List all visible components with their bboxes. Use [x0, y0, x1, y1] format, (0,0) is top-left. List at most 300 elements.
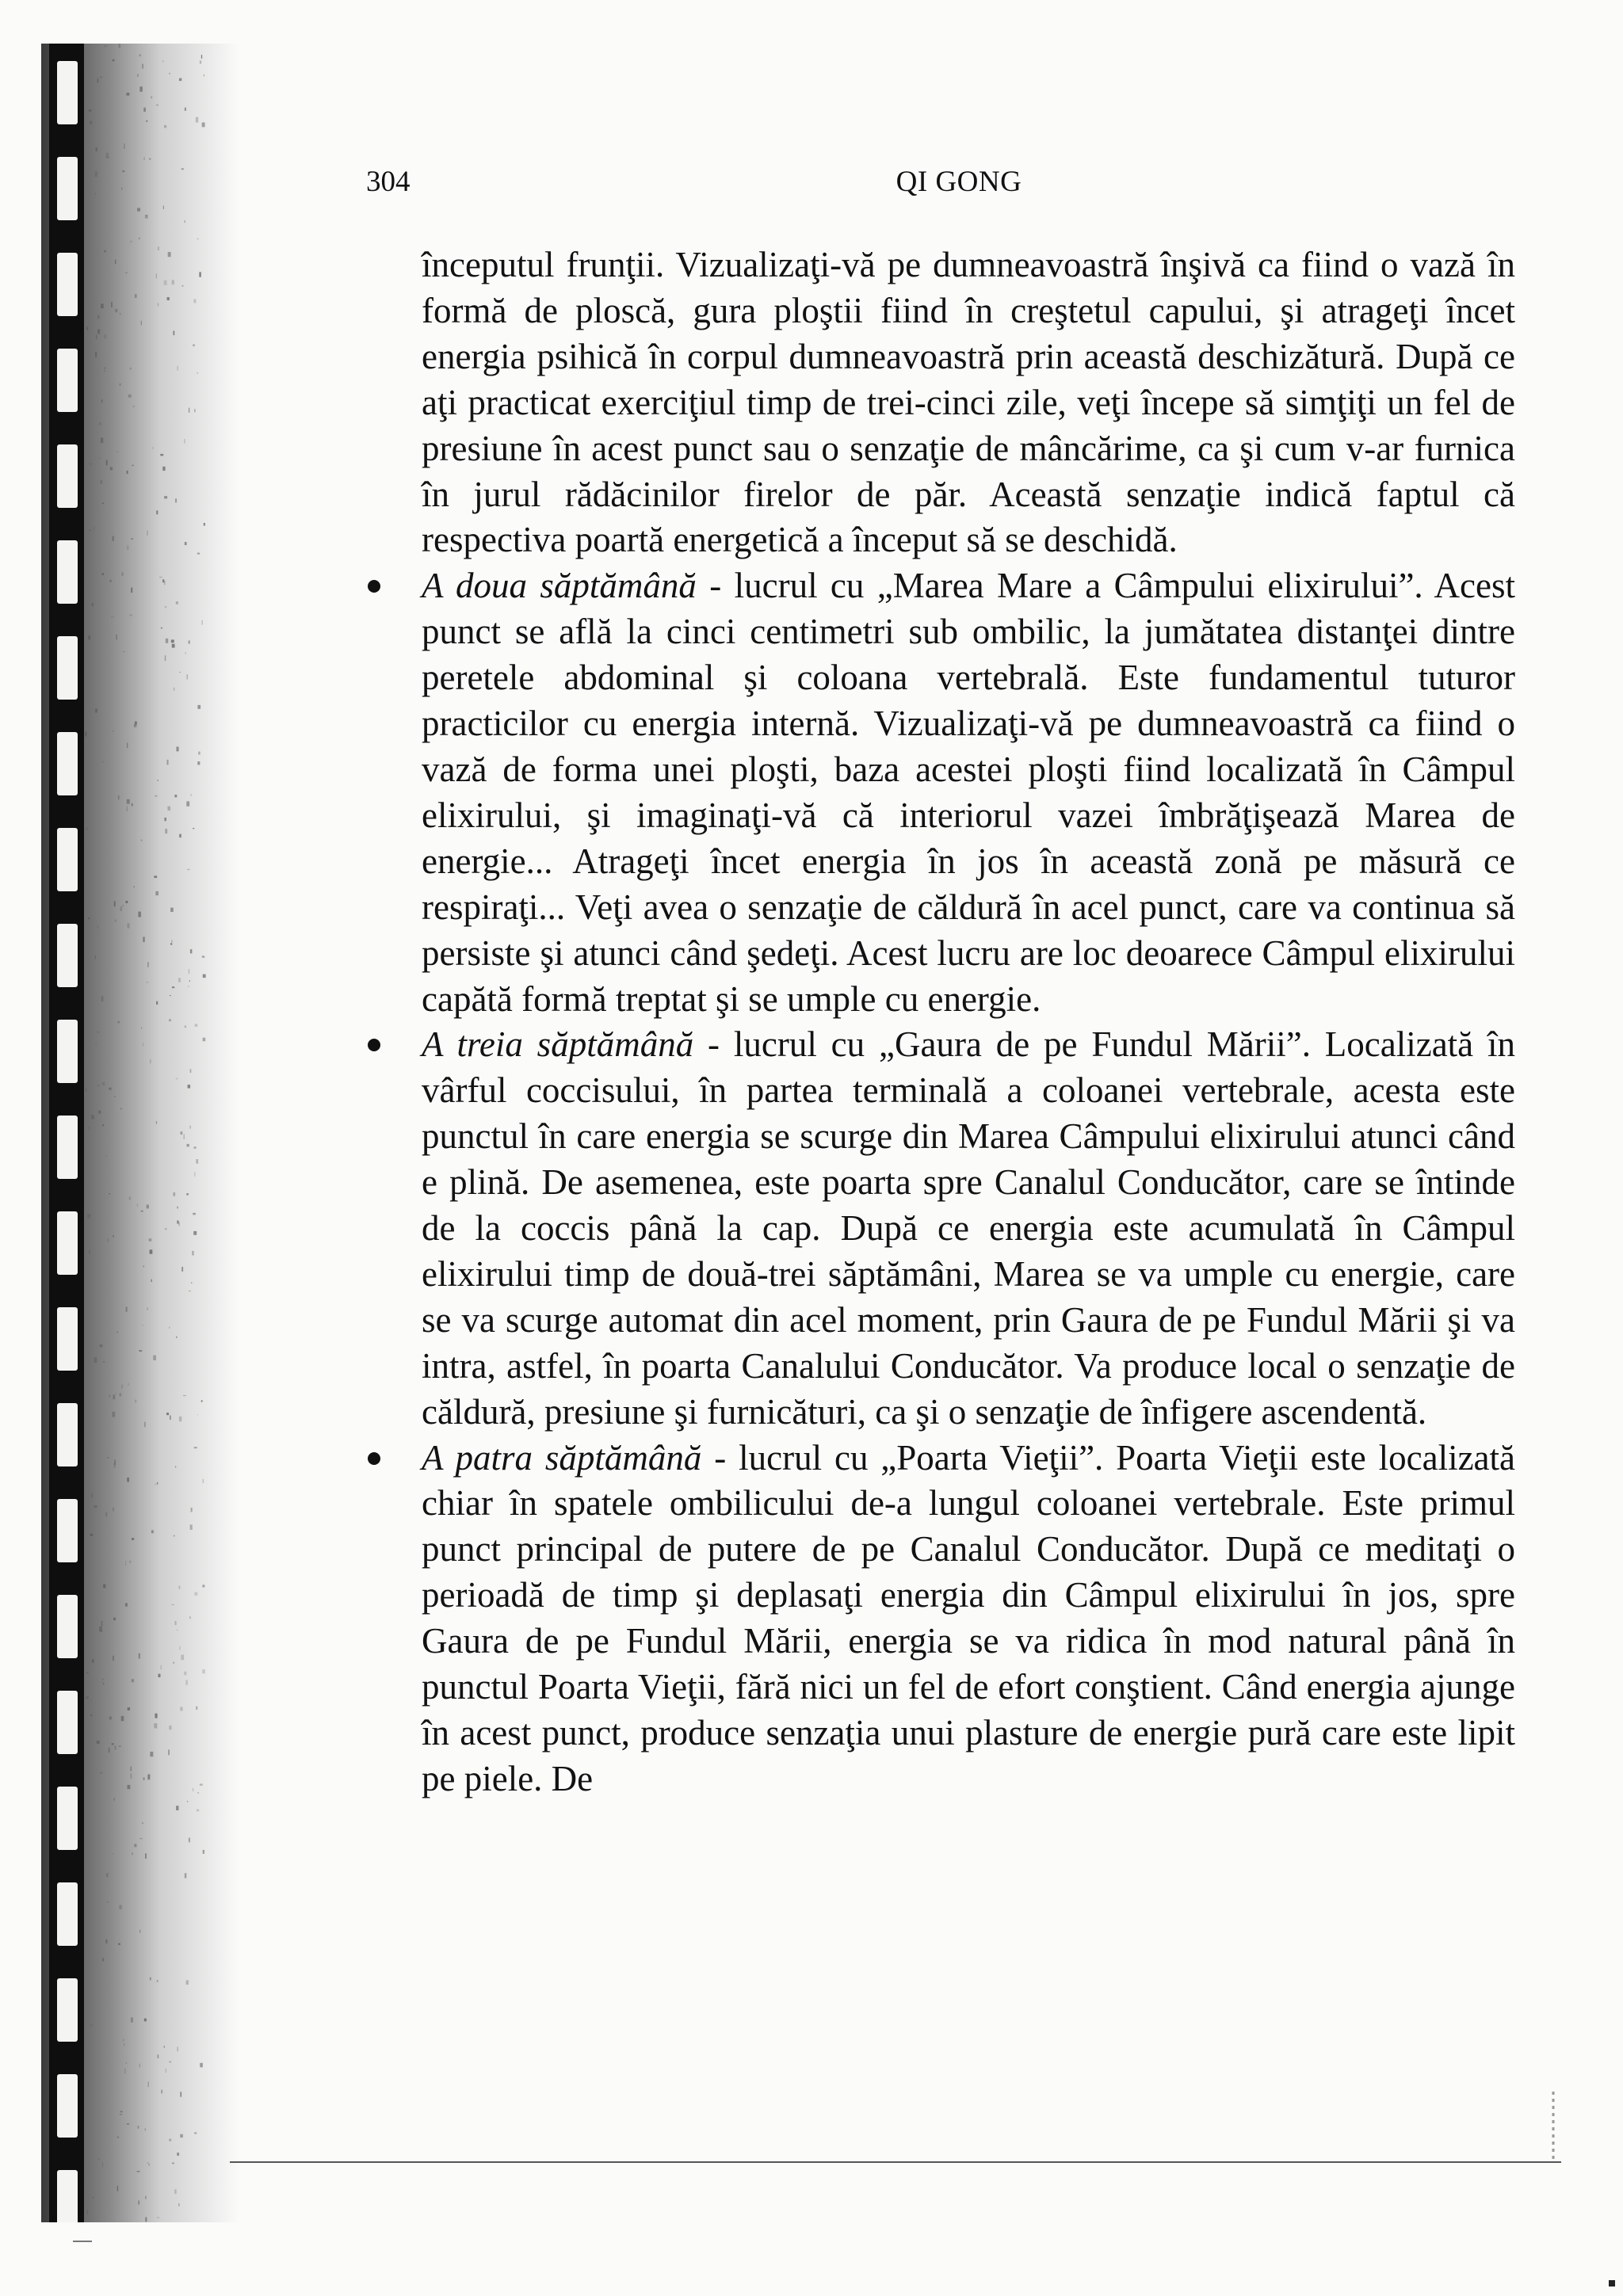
scan-noise — [103, 1683, 104, 1684]
scan-noise — [88, 917, 90, 919]
scan-noise — [172, 2163, 174, 2164]
scan-noise — [151, 96, 152, 98]
scan-noise — [92, 1659, 94, 1662]
scan-noise — [172, 986, 174, 988]
scan-noise — [154, 1723, 157, 1728]
scan-noise — [142, 1822, 143, 1823]
scan-noise — [138, 912, 140, 917]
scan-noise — [172, 1604, 174, 1605]
scan-noise — [131, 588, 132, 593]
scan-noise — [202, 1669, 205, 1673]
scan-noise — [137, 74, 138, 77]
scan-noise — [167, 760, 169, 765]
scan-noise — [134, 1844, 136, 1847]
scan-noise — [177, 1207, 178, 1209]
scan-noise — [132, 1538, 134, 1540]
scan-noise — [196, 1159, 198, 1164]
binding-hole — [57, 1116, 78, 1179]
scan-noise — [128, 1707, 130, 1711]
binding-hole — [57, 1595, 78, 1658]
scan-noise — [165, 829, 167, 833]
scan-noise — [127, 743, 128, 749]
binding-hole — [57, 444, 78, 508]
scan-noise — [97, 925, 99, 928]
scan-noise — [135, 294, 137, 298]
scan-noise — [155, 795, 158, 797]
scan-noise — [169, 1726, 171, 1730]
scan-noise — [118, 1943, 120, 1945]
bottom-rule — [230, 2161, 1561, 2163]
scan-noise — [156, 1121, 157, 1124]
scan-noise — [174, 1535, 175, 1537]
scan-noise — [105, 367, 106, 369]
scan-noise — [169, 2139, 171, 2142]
scan-noise — [119, 1905, 122, 1909]
scan-noise — [119, 1393, 121, 1396]
scan-noise — [164, 496, 167, 498]
page-number: 304 — [366, 166, 411, 198]
scan-noise — [158, 303, 159, 307]
scan-noise — [137, 208, 140, 211]
scan-noise — [94, 193, 96, 195]
scan-noise — [141, 1027, 142, 1028]
scan-noise — [91, 1493, 92, 1497]
scan-noise — [113, 1656, 114, 1661]
scan-noise — [131, 2017, 133, 2022]
scan-noise — [178, 2203, 179, 2206]
scan-noise — [186, 801, 189, 806]
week-label: A treia săptămână — [422, 1024, 694, 1065]
scan-noise — [127, 471, 128, 474]
scan-noise — [135, 1400, 136, 1403]
scan-noise — [177, 2153, 179, 2156]
scan-noise — [194, 1447, 197, 1448]
scan-noise — [85, 1089, 86, 1092]
scan-noise — [132, 1852, 133, 1855]
scan-noise — [184, 1672, 186, 1676]
scan-noise — [123, 651, 124, 652]
scan-noise — [101, 1621, 103, 1627]
scan-noise — [129, 1561, 131, 1563]
scan-noise — [99, 457, 101, 458]
scan-noise — [177, 366, 178, 371]
scan-noise — [106, 460, 108, 466]
scan-noise — [105, 1512, 107, 1517]
scan-noise — [90, 1714, 92, 1716]
scan-noise — [177, 1220, 178, 1223]
scan-noise — [176, 1806, 178, 1810]
scan-noise — [192, 1251, 194, 1256]
scan-noise — [164, 818, 166, 821]
scan-noise — [194, 409, 196, 412]
scan-noise — [91, 1115, 94, 1119]
scan-noise — [115, 309, 117, 312]
scan-noise — [179, 78, 181, 81]
scan-noise — [115, 260, 116, 265]
scan-noise — [173, 1192, 175, 1196]
scan-noise — [115, 920, 117, 922]
scan-noise — [184, 1135, 185, 1139]
scan-noise — [180, 2134, 183, 2138]
scan-noise — [171, 940, 173, 943]
scan-noise — [101, 399, 102, 402]
scan-noise — [132, 465, 133, 466]
scan-noise — [102, 502, 104, 504]
scan-noise — [155, 1714, 157, 1718]
bullet-icon — [368, 1039, 380, 1051]
scan-noise — [203, 1850, 204, 1854]
scan-noise — [162, 467, 165, 471]
scan-noise — [197, 238, 198, 239]
scan-noise — [177, 2047, 178, 2052]
scan-noise — [149, 1238, 152, 1241]
scan-noise — [126, 901, 128, 903]
scan-noise — [113, 1618, 116, 1620]
scan-noise — [109, 1716, 112, 1719]
scan-noise — [104, 370, 105, 372]
scan-noise — [131, 1767, 132, 1772]
scan-noise — [139, 1653, 140, 1659]
scan-noise — [185, 652, 186, 654]
binding-hole — [57, 828, 78, 891]
scan-noise — [101, 303, 104, 308]
scan-noise — [100, 77, 102, 78]
scan-noise — [154, 875, 157, 878]
scan-noise — [200, 2063, 203, 2067]
scan-noise — [164, 125, 166, 128]
scan-noise — [123, 905, 124, 906]
scan-noise — [189, 980, 190, 982]
scan-noise — [183, 1395, 186, 1396]
scan-noise — [197, 1810, 199, 1812]
scan-noise — [112, 1853, 113, 1854]
scan-noise — [156, 105, 158, 106]
scan-noise — [102, 2162, 103, 2167]
scan-noise — [105, 1939, 107, 1943]
scan-noise — [176, 1336, 177, 1338]
scan-noise — [187, 869, 189, 870]
scan-noise — [126, 2063, 127, 2064]
week-label: A doua săptămână — [422, 566, 697, 606]
scan-noise — [97, 78, 99, 83]
scan-noise — [126, 1307, 128, 1312]
scan-noise — [126, 93, 129, 96]
scan-noise — [119, 1745, 121, 1746]
scan-noise — [200, 1783, 203, 1785]
scan-noise — [143, 1265, 144, 1267]
scan-noise — [114, 1798, 115, 1801]
scan-noise — [191, 1282, 192, 1283]
scan-noise — [109, 1395, 110, 1398]
scan-noise — [99, 1627, 102, 1631]
scan-noise — [139, 1930, 140, 1933]
scan-noise — [121, 572, 124, 575]
scan-noise — [128, 1785, 131, 1789]
binding-hole — [57, 1499, 78, 1562]
scan-noise — [193, 344, 194, 346]
scan-noise — [120, 1108, 122, 1109]
scan-noise — [158, 246, 159, 250]
scan-noise — [94, 1357, 97, 1363]
scan-noise — [167, 297, 170, 300]
scan-noise — [196, 1707, 197, 1710]
scan-noise — [180, 2092, 181, 2096]
scan-noise — [178, 978, 181, 982]
scan-noise — [94, 171, 97, 177]
scan-noise — [180, 1707, 182, 1711]
scan-noise — [110, 467, 113, 470]
scan-noise — [105, 1155, 107, 1156]
week-description: - lucrul cu „Gaura de pe Fundul Mării”. Localizată în vârful coccisului, în partea terminală a coloanei vertebrale, acesta este punctul în care energia se scurge din Marea Câmpului elixirului atunci când e plină. De asemenea, este poarta spre Canalul Conducător, care se întinde de la coccis până la cap. După ce energia este acumulată în Câmpul elixirului timp de două-trei săptămâni, Marea se va umple cu energie, care se va scurge automat din acel moment, prin Gaura de pe Fundul Mării şi va intra, astfel, în poarta Canalului Conducător. Va produce local o senzaţie de căldură, presiune şi furnicături, ca şi o senzaţie de înfigere ascendentă. — [422, 1024, 1515, 1432]
scan-noise — [181, 285, 183, 286]
scan-noise — [202, 123, 205, 128]
scan-noise — [88, 635, 90, 639]
scan-noise — [168, 1749, 170, 1755]
scan-noise — [143, 936, 144, 942]
scan-noise — [143, 157, 145, 160]
binding-hole — [57, 924, 78, 987]
scan-noise — [204, 523, 205, 526]
binding-hole — [57, 1978, 78, 2042]
scan-noise — [186, 1193, 189, 1195]
scan-noise — [186, 1144, 189, 1147]
scan-mark — [1545, 2092, 1561, 2159]
scan-noise — [103, 1584, 105, 1588]
scan-noise — [191, 1508, 193, 1512]
scan-noise — [139, 86, 143, 91]
scan-noise — [150, 1752, 153, 1756]
scan-noise — [106, 157, 109, 158]
scan-noise — [120, 2114, 122, 2115]
scan-noise — [138, 2200, 139, 2204]
scan-noise — [114, 1096, 115, 1097]
scan-noise — [139, 1350, 142, 1352]
scan-noise — [132, 1679, 134, 1682]
scan-noise — [112, 1412, 115, 1417]
running-header: QI GONG — [896, 166, 1022, 198]
scan-noise — [124, 2069, 126, 2074]
scan-noise — [187, 674, 188, 679]
list-item — [422, 563, 1515, 1022]
scan-noise — [95, 1044, 97, 1046]
scan-noise — [158, 2054, 159, 2058]
scan-noise — [113, 1394, 116, 1399]
scan-noise — [86, 1672, 88, 1674]
scan-noise — [127, 545, 128, 550]
scan-noise — [188, 986, 189, 987]
bullet-icon — [368, 580, 380, 593]
scan-noise — [169, 1019, 171, 1021]
scan-noise — [164, 581, 166, 585]
scan-noise — [184, 439, 185, 444]
scan-noise — [174, 795, 177, 797]
scan-noise — [200, 60, 201, 63]
list-item — [422, 1436, 1515, 1802]
scan-noise — [201, 55, 202, 59]
scan-noise — [106, 1901, 109, 1903]
scan-noise — [170, 2061, 171, 2063]
scan-noise — [112, 1743, 114, 1745]
scan-noise — [144, 2019, 147, 2022]
scan-noise — [188, 1085, 190, 1088]
scan-noise — [137, 1203, 139, 1207]
scan-noise — [114, 901, 116, 906]
scan-noise — [166, 639, 168, 643]
scan-noise — [159, 577, 162, 578]
opening-paragraph: începutul frunţii. Vizualizaţi-vă pe dumneavoastră înşivă ca fiind o vază în formă de ploscă, gura ploştii fiind în creştetul capului, şi atrageţi încet energia psihică în corpul dumneavoastră prin această deschizătură. După ce aţi practicat exerciţiul timp de trei-cinci zile, veţi începe să simţiţi un fel de presiune în acest punct sau o senzaţie de mâncărime, ca şi cum v-ar furnica în jurul rădăcinilor firelor de păr. Această senzaţie indică faptul că respectiva poartă energetică a început să se deschidă. — [422, 245, 1515, 560]
scan-noise — [160, 454, 163, 456]
scan-noise — [157, 1980, 158, 1982]
scan-noise — [85, 731, 86, 736]
scan-noise — [127, 799, 130, 804]
scan-noise — [95, 955, 96, 959]
scan-noise — [146, 120, 147, 122]
binding-hole — [57, 732, 78, 795]
scan-noise — [102, 1679, 104, 1680]
scan-noise — [165, 606, 166, 608]
week-label: A patra săptămână — [422, 1437, 702, 1478]
scan-noise — [127, 807, 128, 812]
scan-noise — [109, 580, 111, 582]
scan-noise — [189, 1616, 190, 1619]
scan-noise — [96, 335, 97, 339]
binding-hole — [57, 1403, 78, 1466]
scan-noise — [111, 302, 113, 307]
scan-noise — [87, 2210, 88, 2214]
scan-noise — [101, 1681, 103, 1682]
scan-noise — [125, 1603, 128, 1606]
scan-noise — [194, 1172, 195, 1177]
scan-noise — [123, 2039, 124, 2041]
scan-noise — [100, 1772, 103, 1774]
scan-noise — [174, 2189, 177, 2194]
scan-noise — [139, 54, 141, 56]
scan-noise — [109, 1088, 111, 1090]
scan-noise — [122, 170, 124, 172]
scan-noise — [142, 1325, 143, 1326]
scan-noise — [164, 280, 167, 285]
scan-noise — [163, 206, 164, 209]
scan-noise — [88, 1127, 90, 1130]
scan-noise — [141, 1211, 143, 1212]
scan-noise — [101, 480, 102, 484]
scan-noise — [190, 949, 192, 953]
scan-noise — [202, 620, 203, 625]
scan-noise — [127, 1478, 129, 1482]
scan-noise — [202, 956, 204, 958]
scan-noise — [165, 655, 166, 661]
scan-noise — [193, 828, 194, 829]
scan-noise — [147, 2162, 148, 2164]
scan-noise — [99, 422, 101, 425]
scan-noise — [185, 1026, 186, 1028]
scan-noise — [90, 1700, 92, 1701]
scan-noise — [165, 1228, 166, 1230]
scan-noise — [129, 1197, 131, 1200]
scan-noise — [145, 2128, 146, 2130]
scan-noise — [101, 573, 104, 575]
scan-noise — [189, 640, 190, 643]
scan-noise — [148, 2082, 149, 2088]
scan-noise — [145, 215, 148, 219]
scan-noise — [176, 1078, 178, 1079]
scan-noise — [150, 1059, 151, 1063]
scan-noise — [193, 1146, 196, 1149]
scan-noise — [150, 1249, 153, 1253]
body-text — [422, 242, 1515, 1802]
scan-noise — [113, 1463, 115, 1468]
scan-noise — [97, 315, 99, 319]
scan-noise — [116, 635, 117, 639]
scan-noise — [179, 1646, 180, 1650]
scan-noise — [181, 1267, 183, 1272]
scan-noise — [112, 536, 113, 541]
stray-mark — [73, 2241, 92, 2242]
stray-mark — [1609, 2280, 1615, 2286]
scan-noise — [148, 2164, 149, 2166]
scan-noise — [128, 395, 132, 398]
scan-noise — [90, 2024, 93, 2026]
scan-noise — [129, 614, 132, 616]
scan-noise — [89, 1215, 91, 1216]
scan-noise — [155, 1484, 156, 1486]
scan-noise — [86, 827, 88, 830]
scan-noise — [97, 1741, 100, 1743]
scan-noise — [160, 1665, 162, 1669]
scan-noise — [202, 1585, 204, 1587]
scan-noise — [185, 1680, 188, 1684]
scan-noise — [162, 579, 164, 582]
binding-hole — [57, 349, 78, 412]
scan-noise — [196, 117, 198, 123]
scan-noise — [144, 1422, 145, 1427]
scan-noise — [86, 1696, 89, 1699]
scan-noise — [147, 1204, 149, 1208]
list-item — [422, 1022, 1515, 1435]
scan-noise — [121, 187, 122, 189]
scan-noise — [181, 1655, 184, 1661]
scan-noise — [115, 1746, 116, 1750]
scan-noise — [179, 1417, 181, 1421]
scan-noise — [117, 2137, 119, 2138]
scan-noise — [189, 1838, 190, 1843]
scan-noise — [119, 44, 120, 48]
scan-noise — [162, 60, 163, 62]
scan-noise — [107, 1457, 109, 1459]
scan-noise — [141, 840, 143, 841]
scan-noise — [158, 1674, 160, 1677]
scan-noise — [97, 330, 100, 334]
scan-noise — [195, 1024, 198, 1027]
scan-noise — [168, 252, 171, 257]
scan-noise — [100, 1344, 102, 1347]
scan-noise — [197, 1414, 198, 1415]
binding-hole — [57, 636, 78, 700]
scan-noise — [166, 2069, 167, 2073]
scan-noise — [104, 250, 106, 253]
scan-noise — [106, 1873, 108, 1877]
scan-noise — [145, 2218, 147, 2222]
scan-noise — [185, 108, 186, 111]
scan-noise — [173, 1662, 174, 1664]
weeks-list — [422, 563, 1515, 1802]
scan-noise — [121, 1385, 122, 1389]
scan-noise — [172, 644, 175, 648]
scan-noise — [101, 996, 104, 1001]
scan-noise — [190, 1524, 193, 1529]
scan-noise — [185, 1873, 186, 1878]
scan-noise — [92, 603, 94, 606]
